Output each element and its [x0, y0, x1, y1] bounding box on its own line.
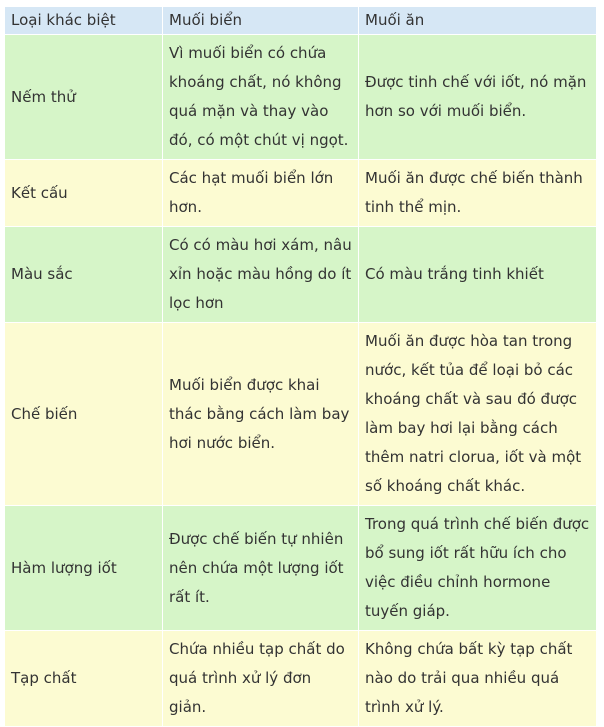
table-row-iodine — [5, 506, 597, 631]
sea-salt-cell: Có có màu hơi xám, nâu xỉn hoặc màu hồng do ít lọc hơn — [163, 227, 359, 323]
row-label: Chế biến — [5, 323, 163, 506]
header-table-salt: Muối ăn — [359, 7, 597, 35]
sea-salt-cell: Muối biển được khai thác bằng cách làm bay hơi nước biển. — [163, 323, 359, 506]
table-salt-cell: Có màu trắng tinh khiết — [359, 227, 597, 323]
table-row-processing — [5, 323, 597, 506]
table-salt-cell: Muối ăn được chế biến thành tinh thể mịn. — [359, 160, 597, 227]
table-salt-cell: Không chứa bất kỳ tạp chất nào do trải qua nhiều quá trình xử lý. — [359, 631, 597, 727]
sea-salt-cell: Vì muối biển có chứa khoáng chất, nó không quá mặn và thay vào đó, có một chút vị ngọt. — [163, 35, 359, 160]
row-label: Hàm lượng iốt — [5, 506, 163, 631]
table-row-taste — [5, 35, 597, 160]
table-row-color — [5, 227, 597, 323]
header-sea-salt: Muối biển — [163, 7, 359, 35]
sea-salt-cell: Được chế biến tự nhiên nên chứa một lượng iốt rất ít. — [163, 506, 359, 631]
sea-salt-cell: Chứa nhiều tạp chất do quá trình xử lý đơn giản. — [163, 631, 359, 727]
comparison-table — [4, 6, 597, 727]
table-row-impurities — [5, 631, 597, 727]
header-difference-type: Loại khác biệt — [5, 7, 163, 35]
sea-salt-cell: Các hạt muối biển lớn hơn. — [163, 160, 359, 227]
table-row-texture — [5, 160, 597, 227]
row-label: Màu sắc — [5, 227, 163, 323]
table-salt-cell: Muối ăn được hòa tan trong nước, kết tủa để loại bỏ các khoáng chất và sau đó được làm bay hơi lại bằng cách thêm natri clorua, iốt và một số khoáng chất khác. — [359, 323, 597, 506]
row-label: Nếm thử — [5, 35, 163, 160]
row-label: Tạp chất — [5, 631, 163, 727]
table-salt-cell: Được tinh chế với iốt, nó mặn hơn so với muối biển. — [359, 35, 597, 160]
table-header-row — [5, 7, 597, 35]
table-salt-cell: Trong quá trình chế biến được bổ sung iốt rất hữu ích cho việc điều chỉnh hormone tuyến giáp. — [359, 506, 597, 631]
row-label: Kết cấu — [5, 160, 163, 227]
